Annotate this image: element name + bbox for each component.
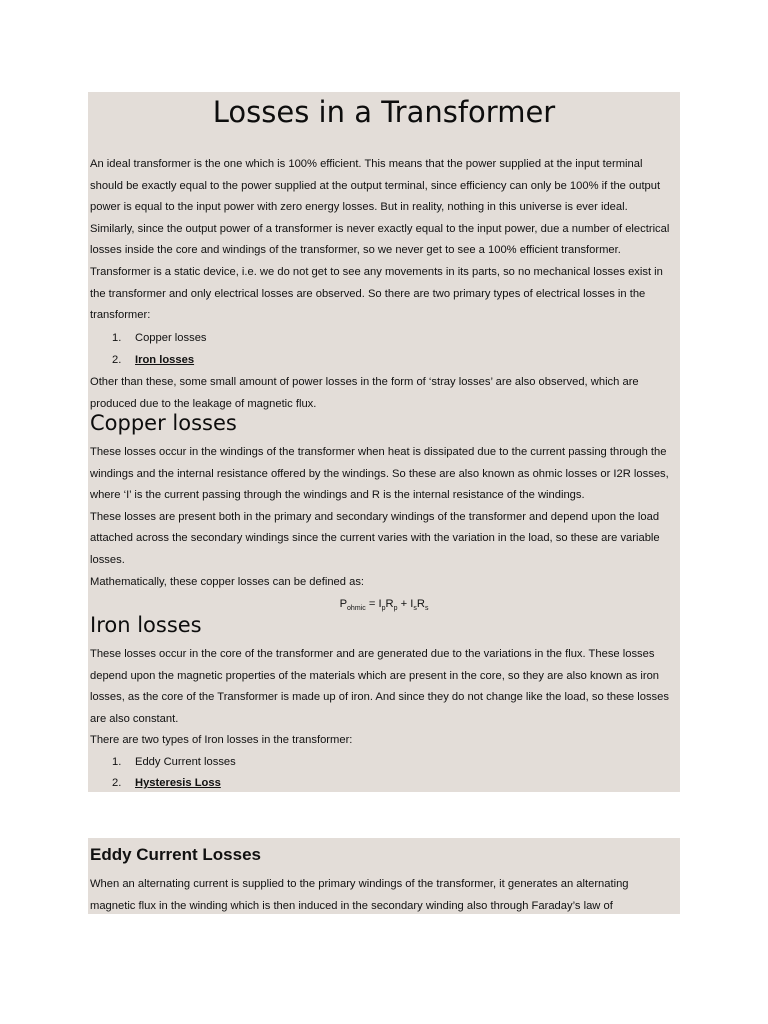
list-item-label: Eddy Current losses — [135, 756, 236, 768]
list-number: 2. — [112, 354, 122, 366]
stray-losses-paragraph — [90, 372, 680, 415]
list-item-copper-losses — [112, 328, 207, 350]
iron-losses-link[interactable]: Iron losses — [135, 354, 195, 366]
intro-line: An ideal transformer is the one which is 100% efficient. This means that the power supplied at the input terminal — [90, 158, 643, 170]
copper-losses-paragraph — [90, 442, 680, 593]
eddy-line: magnetic flux in the winding which is then induced in the secondary winding also through Faraday’s law of — [90, 899, 613, 912]
copper-line: These losses are present both in the primary and secondary windings of the transformer and depend upon the load — [90, 510, 660, 523]
eddy-current-heading: Eddy Current Losses — [90, 845, 261, 864]
page-title: Losses in a Transformer — [212, 95, 556, 129]
eddy-line: When an alternating current is supplied to the primary windings of the transformer, it generates an alternating — [90, 878, 629, 890]
iron-line: are also constant. — [90, 712, 179, 725]
intro-line: Similarly, since the output power of a transformer is never exactly equal to the input power, due a number of electrical — [90, 222, 670, 235]
list-item-hysteresis[interactable] — [112, 773, 221, 795]
copper-losses-heading: Copper losses — [90, 411, 237, 435]
iron-line: These losses occur in the core of the transformer and are generated due to the variations in the flux. These losses — [90, 648, 655, 660]
stray-line: produced due to the leakage of magnetic flux. — [90, 397, 317, 410]
list-item-label: Copper losses — [135, 332, 207, 344]
list-number: 1. — [112, 332, 122, 344]
intro-line: power is equal to the input power with zero energy losses. But in reality, nothing in this universe is ever ideal. — [90, 201, 628, 214]
list-number: 2. — [112, 777, 122, 789]
list-item-eddy-current — [112, 752, 236, 774]
intro-line: losses inside the core and windings of the transformer, so we never get to see a 100% efficient transformer. — [90, 244, 621, 257]
iron-line: losses, as the core of the Transformer is made up of iron. And since they do not change like the load, so these losses — [90, 691, 669, 704]
copper-loss-formula: $P_{ohmic} = I_pR_p + I_sR_s$ — [339, 598, 429, 613]
copper-line: Mathematically, these copper losses can be defined as: — [90, 575, 365, 588]
intro-paragraph — [90, 154, 680, 327]
copper-line: where ‘I’ is the current passing through the windings and R is the internal resistance of the windings. — [90, 489, 585, 502]
list-item-iron-losses[interactable] — [112, 350, 194, 372]
iron-line: depend upon the magnetic properties of the materials which are present in the core, so they are also known as iron — [90, 669, 660, 682]
eddy-current-block — [88, 838, 680, 914]
copper-line: These losses occur in the windings of the transformer when heat is dissipated due to the current passing through the — [90, 446, 667, 458]
intro-line: Transformer is a static device, i.e. we do not get to see any movements in its parts, so no mechanical losses exist in — [90, 265, 663, 278]
intro-line: should be exactly equal to the power supplied at the output terminal, since efficiency can only be 100% if the output — [90, 179, 661, 192]
copper-line: windings and the internal resistance offered by the windings. So these are also known as ohmic losses or I2R losses, — [90, 467, 669, 480]
copper-line: attached across the secondary windings since the current varies with the variation in the load, so these are variable — [90, 532, 660, 545]
copper-line: losses. — [90, 553, 125, 566]
intro-line: transformer: — [90, 309, 151, 322]
iron-losses-paragraph — [90, 644, 680, 752]
intro-line: the transformer and only electrical losses are observed. So there are two primary types of electrical losses in the — [90, 287, 646, 300]
eddy-current-paragraph — [90, 874, 680, 917]
list-number: 1. — [112, 756, 122, 768]
iron-line: There are two types of Iron losses in the transformer: — [90, 734, 353, 747]
iron-losses-heading: Iron losses — [90, 613, 202, 637]
hysteresis-loss-link[interactable]: Hysteresis Loss — [135, 777, 221, 789]
main-content-block — [88, 92, 680, 792]
stray-line: Other than these, some small amount of power losses in the form of ‘stray losses’ are also observed, which are — [90, 376, 639, 388]
